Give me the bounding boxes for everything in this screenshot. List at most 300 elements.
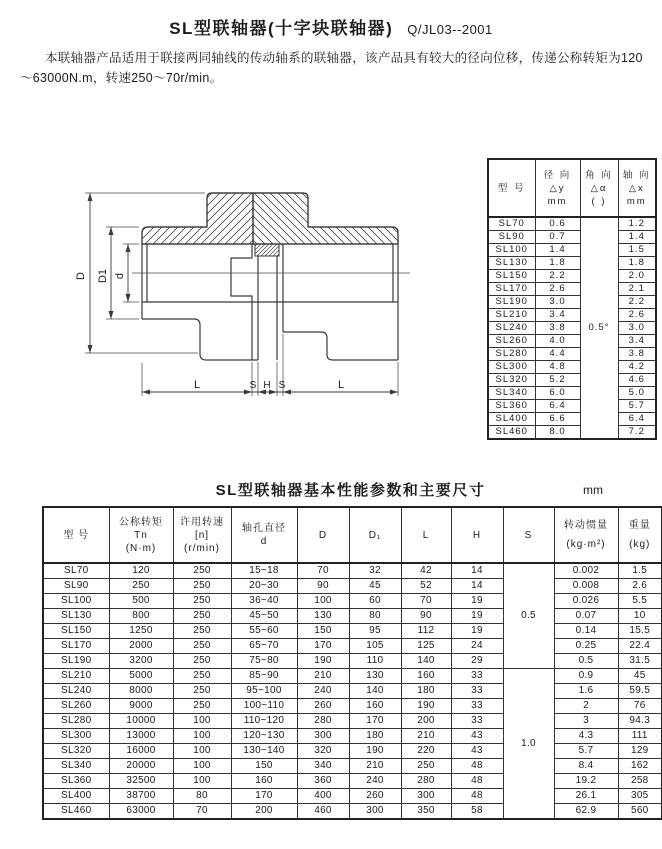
cell-L: 250 — [401, 759, 451, 774]
cell-angular-merged: 0.5° — [580, 217, 618, 439]
deviation-row — [488, 400, 656, 413]
column-header — [554, 507, 618, 563]
cell-weight: 5.5 — [618, 594, 662, 609]
cell-inertia: 62.9 — [554, 804, 618, 820]
cell-inertia: 0.07 — [554, 609, 618, 624]
cell-torque: 63000 — [109, 804, 173, 820]
cell-weight: 305 — [618, 789, 662, 804]
cell-H: 48 — [451, 759, 503, 774]
cell-axial: 2.1 — [618, 283, 656, 296]
deviation-row — [488, 426, 656, 440]
cell-H: 19 — [451, 609, 503, 624]
cell-model: SL360 — [488, 400, 535, 413]
cell-model: SL70 — [488, 217, 535, 231]
cell-speed: 250 — [173, 654, 231, 669]
cell-torque: 250 — [109, 579, 173, 594]
cell-speed: 250 — [173, 669, 231, 684]
cell-weight: 76 — [618, 699, 662, 714]
deviation-table — [487, 158, 657, 440]
parameter-row — [43, 759, 662, 774]
cell-D: 100 — [297, 594, 349, 609]
parameter-row — [43, 609, 662, 624]
deviation-row — [488, 244, 656, 257]
cell-weight: 560 — [618, 804, 662, 820]
column-header-line: 轴孔直径 — [242, 523, 286, 534]
column-header-line: (kg·m²) — [566, 539, 606, 550]
cell-model: SL320 — [43, 744, 109, 759]
cell-axial: 1.2 — [618, 217, 656, 231]
column-header — [451, 507, 503, 563]
column-header-line: D — [318, 529, 328, 541]
dim-label-L-right: L — [337, 379, 345, 391]
cell-radial: 5.2 — [535, 374, 580, 387]
parameter-row — [43, 594, 662, 609]
cell-L: 42 — [401, 563, 451, 579]
cell-radial: 2.6 — [535, 283, 580, 296]
cell-bore: 45~50 — [231, 609, 297, 624]
cell-D1: 110 — [349, 654, 401, 669]
cell-H: 48 — [451, 774, 503, 789]
cell-speed: 250 — [173, 684, 231, 699]
cell-speed: 250 — [173, 639, 231, 654]
cell-bore: 100~110 — [231, 699, 297, 714]
cell-torque: 32500 — [109, 774, 173, 789]
cell-model: SL90 — [488, 231, 535, 244]
cell-bore: 130~140 — [231, 744, 297, 759]
column-header — [580, 159, 618, 217]
cell-axial: 3.0 — [618, 322, 656, 335]
cell-L: 300 — [401, 789, 451, 804]
cell-weight: 10 — [618, 609, 662, 624]
parameter-row — [43, 729, 662, 744]
cell-L: 125 — [401, 639, 451, 654]
cell-model: SL240 — [43, 684, 109, 699]
cell-D1: 140 — [349, 684, 401, 699]
deviation-row — [488, 283, 656, 296]
column-header-line: (r/min) — [184, 542, 220, 554]
cell-D: 460 — [297, 804, 349, 820]
cell-H: 33 — [451, 699, 503, 714]
cell-D: 90 — [297, 579, 349, 594]
cell-L: 210 — [401, 729, 451, 744]
column-header-line: △x — [628, 182, 645, 194]
cell-axial: 1.4 — [618, 231, 656, 244]
cell-torque: 3200 — [109, 654, 173, 669]
cell-H: 29 — [451, 654, 503, 669]
cell-axial: 5.7 — [618, 400, 656, 413]
cell-model: SL150 — [488, 270, 535, 283]
cell-speed: 100 — [173, 759, 231, 774]
cell-bore: 36~40 — [231, 594, 297, 609]
deviation-row — [488, 231, 656, 244]
parameter-row — [43, 699, 662, 714]
cell-speed: 100 — [173, 714, 231, 729]
cell-torque: 20000 — [109, 759, 173, 774]
cell-model: SL400 — [488, 413, 535, 426]
parameter-row — [43, 624, 662, 639]
column-header-line: [n] — [194, 529, 210, 541]
cell-S-merged: 0.5 — [503, 563, 554, 669]
column-header-line: 公称转矩 — [119, 516, 163, 528]
cell-speed: 250 — [173, 624, 231, 639]
cell-speed: 100 — [173, 774, 231, 789]
parameter-row — [43, 774, 662, 789]
cell-bore: 75~80 — [231, 654, 297, 669]
cell-inertia: 3 — [554, 714, 618, 729]
cell-model: SL130 — [43, 609, 109, 624]
cell-bore: 65~70 — [231, 639, 297, 654]
cell-H: 43 — [451, 729, 503, 744]
cell-speed: 250 — [173, 699, 231, 714]
cell-weight: 1.5 — [618, 563, 662, 579]
cell-inertia: 1.6 — [554, 684, 618, 699]
cell-inertia: 2 — [554, 699, 618, 714]
parameter-row — [43, 669, 662, 684]
column-header — [401, 507, 451, 563]
cell-model: SL280 — [43, 714, 109, 729]
hatched-sections — [142, 193, 398, 256]
cell-radial: 0.6 — [535, 217, 580, 231]
cell-H: 19 — [451, 624, 503, 639]
cell-D: 190 — [297, 654, 349, 669]
parameter-row — [43, 744, 662, 759]
column-header-line: 型 号 — [497, 182, 526, 194]
cell-model: SL400 — [43, 789, 109, 804]
deviation-table-header-row — [488, 159, 656, 217]
cell-D1: 180 — [349, 729, 401, 744]
cell-D1: 130 — [349, 669, 401, 684]
cell-H: 14 — [451, 563, 503, 579]
column-header-line: H — [472, 529, 482, 541]
cell-speed: 100 — [173, 729, 231, 744]
cell-torque: 9000 — [109, 699, 173, 714]
column-header — [231, 507, 297, 563]
cell-inertia: 5.7 — [554, 744, 618, 759]
cell-weight: 2.6 — [618, 579, 662, 594]
cell-H: 14 — [451, 579, 503, 594]
parameter-row — [43, 579, 662, 594]
deviation-row — [488, 348, 656, 361]
cell-L: 112 — [401, 624, 451, 639]
dim-label-d: d — [114, 272, 126, 280]
cell-torque: 8000 — [109, 684, 173, 699]
column-header — [173, 507, 231, 563]
cell-model: SL100 — [488, 244, 535, 257]
cell-H: 43 — [451, 744, 503, 759]
cell-model: SL300 — [43, 729, 109, 744]
cell-inertia: 0.026 — [554, 594, 618, 609]
cell-L: 190 — [401, 699, 451, 714]
cell-bore: 170 — [231, 789, 297, 804]
column-header — [43, 507, 109, 563]
cell-speed: 250 — [173, 579, 231, 594]
cell-speed: 250 — [173, 563, 231, 579]
parameter-row — [43, 684, 662, 699]
cell-model: SL340 — [43, 759, 109, 774]
cell-L: 350 — [401, 804, 451, 820]
cell-inertia: 8.4 — [554, 759, 618, 774]
cell-radial: 4.8 — [535, 361, 580, 374]
cell-torque: 10000 — [109, 714, 173, 729]
column-header — [618, 507, 662, 563]
cell-D: 280 — [297, 714, 349, 729]
dim-label-H: H — [263, 380, 271, 391]
deviation-row — [488, 257, 656, 270]
cell-H: 24 — [451, 639, 503, 654]
coupling-section-drawing — [65, 148, 485, 448]
column-header-line: S — [524, 529, 533, 541]
cell-speed: 70 — [173, 804, 231, 820]
cell-D1: 190 — [349, 744, 401, 759]
cell-inertia: 0.002 — [554, 563, 618, 579]
cell-weight: 94.3 — [618, 714, 662, 729]
cell-model: SL190 — [43, 654, 109, 669]
column-header-line: 轴 向 — [622, 169, 651, 181]
cell-L: 160 — [401, 669, 451, 684]
cell-D1: 105 — [349, 639, 401, 654]
cell-bore: 200 — [231, 804, 297, 820]
cell-inertia: 0.9 — [554, 669, 618, 684]
cell-axial: 2.6 — [618, 309, 656, 322]
deviation-row — [488, 296, 656, 309]
cell-D: 240 — [297, 684, 349, 699]
column-header — [488, 159, 535, 217]
cell-torque: 2000 — [109, 639, 173, 654]
column-header-line: △α — [590, 182, 608, 194]
column-header-line: 径 向 — [543, 169, 572, 181]
cell-D: 130 — [297, 609, 349, 624]
cell-torque: 500 — [109, 594, 173, 609]
column-header — [297, 507, 349, 563]
cell-torque: 16000 — [109, 744, 173, 759]
cell-weight: 111 — [618, 729, 662, 744]
cell-model: SL170 — [43, 639, 109, 654]
column-header-line: △y — [549, 182, 566, 194]
cell-D: 400 — [297, 789, 349, 804]
column-header-line: D₁ — [368, 529, 382, 541]
cell-axial: 1.5 — [618, 244, 656, 257]
cell-L: 220 — [401, 744, 451, 759]
cell-inertia: 0.008 — [554, 579, 618, 594]
deviation-row — [488, 322, 656, 335]
cell-speed: 250 — [173, 594, 231, 609]
cell-weight: 59.5 — [618, 684, 662, 699]
cell-torque: 120 — [109, 563, 173, 579]
cell-torque: 38700 — [109, 789, 173, 804]
parameter-row — [43, 639, 662, 654]
cell-model: SL360 — [43, 774, 109, 789]
cell-D1: 160 — [349, 699, 401, 714]
cell-model: SL130 — [488, 257, 535, 270]
deviation-row — [488, 374, 656, 387]
deviation-row — [488, 387, 656, 400]
column-header — [618, 159, 656, 217]
cell-weight: 162 — [618, 759, 662, 774]
cell-weight: 258 — [618, 774, 662, 789]
unit-label: mm — [583, 483, 603, 497]
column-header-line: 角 向 — [585, 169, 613, 181]
cell-L: 280 — [401, 774, 451, 789]
cell-D: 340 — [297, 759, 349, 774]
page-title: SL型联轴器(十字块联轴器) — [169, 19, 394, 38]
cell-weight: 15.5 — [618, 624, 662, 639]
cell-D1: 45 — [349, 579, 401, 594]
cell-S-merged: 1.0 — [503, 669, 554, 820]
cell-radial: 8.0 — [535, 426, 580, 440]
cell-D: 210 — [297, 669, 349, 684]
standard-number: Q/JL03--2001 — [407, 22, 493, 37]
deviation-row — [488, 270, 656, 283]
column-header-line: 转动惯量 — [564, 520, 608, 531]
column-header-line: (kg) — [629, 539, 651, 550]
cell-radial: 1.8 — [535, 257, 580, 270]
cell-model: SL240 — [488, 322, 535, 335]
cell-model: SL210 — [43, 669, 109, 684]
cell-bore: 55~60 — [231, 624, 297, 639]
cell-radial: 4.0 — [535, 335, 580, 348]
cell-model: SL460 — [488, 426, 535, 440]
cell-model: SL190 — [488, 296, 535, 309]
cell-D1: 80 — [349, 609, 401, 624]
intro-paragraph: 本联轴器产品适用于联接两同轴线的传动轴系的联轴器，该产品具有较大的径向位移，传递公称转矩为120～63000N.m，转速250～70r/min。 — [20, 51, 643, 85]
cell-bore: 20~30 — [231, 579, 297, 594]
page-header — [0, 14, 662, 39]
cell-torque: 1250 — [109, 624, 173, 639]
cell-weight: 22.4 — [618, 639, 662, 654]
cell-weight: 31.5 — [618, 654, 662, 669]
deviation-row — [488, 309, 656, 322]
cell-L: 52 — [401, 579, 451, 594]
main-parameters-table — [42, 506, 662, 820]
column-header-line: 型 号 — [63, 529, 90, 541]
cell-inertia: 0.5 — [554, 654, 618, 669]
cell-speed: 80 — [173, 789, 231, 804]
cell-radial: 2.2 — [535, 270, 580, 283]
cell-model: SL260 — [488, 335, 535, 348]
cell-inertia: 0.25 — [554, 639, 618, 654]
cell-D1: 32 — [349, 563, 401, 579]
cell-model: SL170 — [488, 283, 535, 296]
cell-D1: 95 — [349, 624, 401, 639]
cell-weight: 45 — [618, 669, 662, 684]
cell-inertia: 4.3 — [554, 729, 618, 744]
column-header — [503, 507, 554, 563]
cell-inertia: 19.2 — [554, 774, 618, 789]
cell-torque: 800 — [109, 609, 173, 624]
cell-D: 170 — [297, 639, 349, 654]
cell-speed: 250 — [173, 609, 231, 624]
cell-radial: 0.7 — [535, 231, 580, 244]
cell-radial: 4.4 — [535, 348, 580, 361]
cell-axial: 6.4 — [618, 413, 656, 426]
main-table-caption: SL型联轴器基本性能参数和主要尺寸 — [215, 482, 486, 499]
dim-label-S-right: S — [278, 380, 286, 391]
cell-H: 33 — [451, 684, 503, 699]
cell-axial: 3.4 — [618, 335, 656, 348]
cell-axial: 7.2 — [618, 426, 656, 440]
cell-D1: 260 — [349, 789, 401, 804]
cell-D: 150 — [297, 624, 349, 639]
parameter-row — [43, 714, 662, 729]
column-header — [535, 159, 580, 217]
cell-D: 70 — [297, 563, 349, 579]
cell-axial: 4.2 — [618, 361, 656, 374]
cell-L: 200 — [401, 714, 451, 729]
cell-model: SL460 — [43, 804, 109, 820]
deviation-row — [488, 413, 656, 426]
column-header-line: 许用转速 — [180, 516, 224, 528]
parameter-row — [43, 789, 662, 804]
deviation-row — [488, 217, 656, 231]
cell-model: SL260 — [43, 699, 109, 714]
cell-H: 33 — [451, 669, 503, 684]
cell-model: SL340 — [488, 387, 535, 400]
cell-D1: 60 — [349, 594, 401, 609]
cell-D: 260 — [297, 699, 349, 714]
cell-bore: 120~130 — [231, 729, 297, 744]
dim-label-D1: D1 — [97, 268, 109, 284]
cell-model: SL100 — [43, 594, 109, 609]
cell-bore: 150 — [231, 759, 297, 774]
dim-label-L-left: L — [193, 379, 201, 391]
cell-bore: 15~18 — [231, 563, 297, 579]
cell-radial: 6.0 — [535, 387, 580, 400]
column-header-line: Tn — [134, 529, 148, 541]
cell-bore: 85~90 — [231, 669, 297, 684]
deviation-row — [488, 361, 656, 374]
column-header-line: mm — [547, 195, 568, 207]
cell-H: 58 — [451, 804, 503, 820]
cell-axial: 5.0 — [618, 387, 656, 400]
cell-radial: 3.0 — [535, 296, 580, 309]
cell-radial: 1.4 — [535, 244, 580, 257]
cell-radial: 6.4 — [535, 400, 580, 413]
cell-weight: 129 — [618, 744, 662, 759]
cell-L: 70 — [401, 594, 451, 609]
cell-speed: 100 — [173, 744, 231, 759]
cell-L: 180 — [401, 684, 451, 699]
cell-D1: 170 — [349, 714, 401, 729]
cell-axial: 2.0 — [618, 270, 656, 283]
cell-model: SL90 — [43, 579, 109, 594]
column-header-line: (N·m) — [125, 542, 157, 554]
parameter-row — [43, 804, 662, 820]
column-header-line: d — [260, 536, 268, 547]
cell-model: SL70 — [43, 563, 109, 579]
cell-axial: 1.8 — [618, 257, 656, 270]
cell-axial: 3.8 — [618, 348, 656, 361]
column-header-line: L — [422, 529, 430, 541]
cell-bore: 160 — [231, 774, 297, 789]
cell-bore: 110~120 — [231, 714, 297, 729]
cell-D: 360 — [297, 774, 349, 789]
cell-model: SL320 — [488, 374, 535, 387]
cell-model: SL150 — [43, 624, 109, 639]
cell-bore: 95~100 — [231, 684, 297, 699]
cell-inertia: 26.1 — [554, 789, 618, 804]
column-header-line: ( ) — [591, 195, 607, 207]
column-header-line: mm — [626, 195, 647, 207]
cell-axial: 2.2 — [618, 296, 656, 309]
cell-torque: 13000 — [109, 729, 173, 744]
cell-model: SL210 — [488, 309, 535, 322]
cell-model: SL300 — [488, 361, 535, 374]
cell-inertia: 0.14 — [554, 624, 618, 639]
cell-H: 48 — [451, 789, 503, 804]
cell-torque: 5000 — [109, 669, 173, 684]
deviation-row — [488, 335, 656, 348]
cell-H: 19 — [451, 594, 503, 609]
